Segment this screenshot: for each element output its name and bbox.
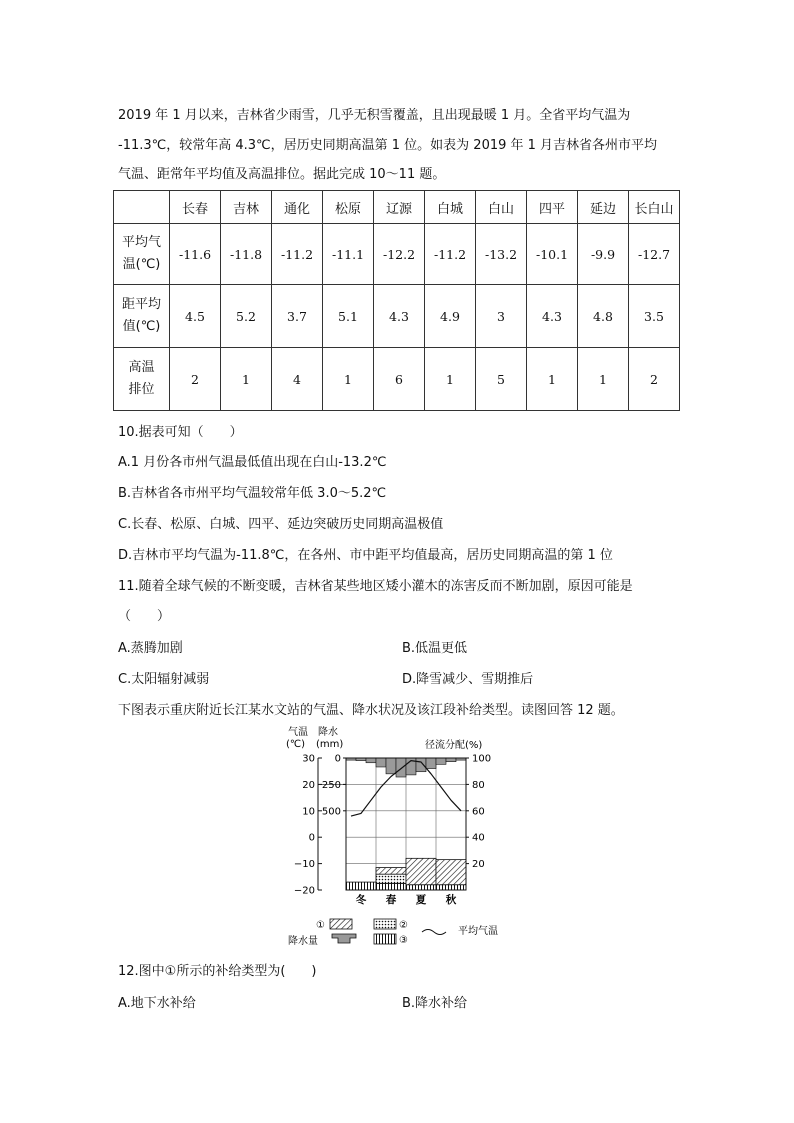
table-cell: -10.1 (527, 224, 578, 285)
table-row (114, 285, 680, 348)
city-header: 通化 (272, 191, 323, 224)
precip-bars (346, 758, 466, 777)
table-cell: -12.2 (374, 224, 425, 285)
city-header: 延边 (578, 191, 629, 224)
q11-option-c[interactable]: C.太阳辐射减弱 (118, 672, 210, 687)
q11-option-a[interactable]: A.蒸腾加剧 (118, 641, 183, 656)
table-cell: 1 (527, 348, 578, 411)
legend-label-1: ① (316, 920, 325, 931)
q11-answer-blank: （ ） (118, 609, 171, 624)
city-header: 松原 (323, 191, 374, 224)
season-label: 冬 (355, 894, 367, 906)
runoff-bar (406, 885, 436, 890)
runoff-bar (376, 874, 406, 883)
table-row (114, 224, 680, 285)
legend-swatch-2 (374, 919, 396, 929)
table-cell: -11.2 (272, 224, 323, 285)
precip-bar (426, 758, 436, 769)
table-cell: 4.8 (578, 285, 629, 348)
q10-option-d[interactable]: D.吉林市平均气温为-11.8℃，在各州、市中距平均值最高，居历史同期高温的第 1 位 (118, 548, 613, 563)
runoff-bar (436, 885, 466, 890)
q10-stem: 10.据表可知（ ） (118, 425, 243, 440)
runoff-bar (436, 860, 466, 885)
table-cell: -11.6 (170, 224, 221, 285)
legend-swatch-1 (330, 919, 352, 929)
temp-tick-label: 10 (302, 806, 315, 818)
season-label: 夏 (415, 894, 427, 906)
q11-stem: 11.随着全球气候的不断变暖，吉林省某些地区矮小灌木的冻害反而不断加剧，原因可能是 (118, 579, 633, 594)
table-cell: 5.1 (323, 285, 374, 348)
table-cell: 4.9 (425, 285, 476, 348)
precip-tick-label: 250 (321, 779, 341, 791)
table-cell: -9.9 (578, 224, 629, 285)
runoff-tick-label: 20 (472, 859, 485, 871)
precip-bar (446, 758, 456, 762)
table-cell: 6 (374, 348, 425, 411)
precip-tick-label: 0 (334, 753, 341, 765)
precip-bar (376, 758, 386, 767)
legend-label-temp: 平均气温 (458, 926, 498, 937)
row-label: 高温 排位 (114, 348, 170, 411)
runoff-tick-label: 80 (472, 779, 485, 791)
table-cell: 3 (476, 285, 527, 348)
table-cell: 4.3 (527, 285, 578, 348)
table-cell: 1 (578, 348, 629, 411)
temp-axis-title: 气温 (288, 727, 308, 738)
city-header: 白山 (476, 191, 527, 224)
temp-tick-label: 30 (302, 753, 315, 765)
chart-legend (288, 919, 498, 947)
precip-axis-title: 降水 (318, 727, 338, 738)
table-cell: 4.3 (374, 285, 425, 348)
table-cell: 5.2 (221, 285, 272, 348)
runoff-bars (346, 858, 466, 890)
precip-bar (396, 758, 406, 777)
table-cell: 5 (476, 348, 527, 411)
table-cell: -11.1 (323, 224, 374, 285)
table-corner-cell (114, 191, 170, 224)
q12-option-b[interactable]: B.降水补给 (402, 996, 468, 1011)
precip-bar (416, 758, 426, 772)
precip-axis-unit: (mm) (316, 739, 344, 750)
temp-tick-label: 20 (302, 779, 315, 791)
table-cell: 3.7 (272, 285, 323, 348)
runoff-axis-title: 径流分配(%) (425, 740, 483, 751)
city-header: 长白山 (629, 191, 680, 224)
climate-table (113, 190, 680, 411)
temp-tick-label: −10 (293, 859, 315, 871)
table-cell: 1 (425, 348, 476, 411)
city-header: 辽源 (374, 191, 425, 224)
table-cell: 4.5 (170, 285, 221, 348)
runoff-tick-label: 40 (472, 832, 485, 844)
table-cell: 3.5 (629, 285, 680, 348)
city-header: 吉林 (221, 191, 272, 224)
temp-tick-label: −20 (293, 885, 315, 897)
runoff-bar (346, 882, 376, 890)
legend-swatch-3 (374, 934, 396, 944)
precip-bar (386, 758, 396, 774)
row-label: 距平均 值(℃) (114, 285, 170, 348)
temp-tick-label: 0 (308, 832, 315, 844)
runoff-bar (376, 868, 406, 875)
temp-axis-unit: (℃) (286, 739, 306, 750)
table-cell: -12.7 (629, 224, 680, 285)
precip-tick-label: 500 (321, 806, 341, 818)
legend-swatch-temp (422, 930, 446, 935)
runoff-bar (376, 883, 406, 890)
season-label: 秋 (445, 894, 457, 906)
table-cell: -11.2 (425, 224, 476, 285)
table-row (114, 348, 680, 411)
hydrology-chart (282, 722, 522, 951)
intro-line-3: 气温、距常年平均值及高温排位。据此完成 10～11 题。 (118, 167, 446, 182)
city-header: 长春 (170, 191, 221, 224)
q10-option-c[interactable]: C.长春、松原、白城、四平、延边突破历史同期高温极值 (118, 517, 444, 532)
table-cell: 1 (323, 348, 374, 411)
table-cell: -13.2 (476, 224, 527, 285)
table-cell: 2 (629, 348, 680, 411)
q12-intro: 下图表示重庆附近长江某水文站的气温、降水状况及该江段补给类型。读图回答 12 题。 (118, 703, 624, 718)
row-label: 平均气 温(℃) (114, 224, 170, 285)
table-cell: 4 (272, 348, 323, 411)
q10-option-b[interactable]: B.吉林省各市州平均气温较常年低 3.0～5.2℃ (118, 486, 387, 501)
q11-option-d[interactable]: D.降雪减少、雪期推后 (402, 672, 534, 687)
season-label: 春 (385, 894, 397, 906)
q10-option-a[interactable]: A.1 月份各市州气温最低值出现在白山-13.2℃ (118, 455, 387, 470)
runoff-tick-label: 100 (472, 753, 492, 765)
q12-option-a[interactable]: A.地下水补给 (118, 996, 196, 1011)
legend-label-precip: 降水量 (288, 936, 318, 947)
city-header: 四平 (527, 191, 578, 224)
city-header: 白城 (425, 191, 476, 224)
runoff-tick-label: 60 (472, 806, 485, 818)
precip-bar (366, 758, 376, 763)
intro-line-1: 2019 年 1 月以来，吉林省少雨雪，几乎无积雪覆盖，且出现最暖 1 月。全省平均气温为 (118, 108, 631, 123)
legend-label-2: ② (399, 920, 408, 931)
q11-option-b[interactable]: B.低温更低 (402, 641, 468, 656)
table-header-row (114, 191, 680, 224)
table-cell: 2 (170, 348, 221, 411)
q12-stem: 12.图中①所示的补给类型为( ) (118, 964, 317, 979)
intro-line-2: -11.3℃，较常年高 4.3℃，居历史同期高温第 1 位。如表为 2019 年 1 月吉林省各州市平均 (118, 138, 658, 153)
legend-swatch-precip (332, 934, 356, 943)
table-cell: -11.8 (221, 224, 272, 285)
legend-label-3: ③ (399, 935, 408, 946)
table-cell: 1 (221, 348, 272, 411)
runoff-bar (406, 858, 436, 884)
precip-bar (436, 758, 446, 764)
